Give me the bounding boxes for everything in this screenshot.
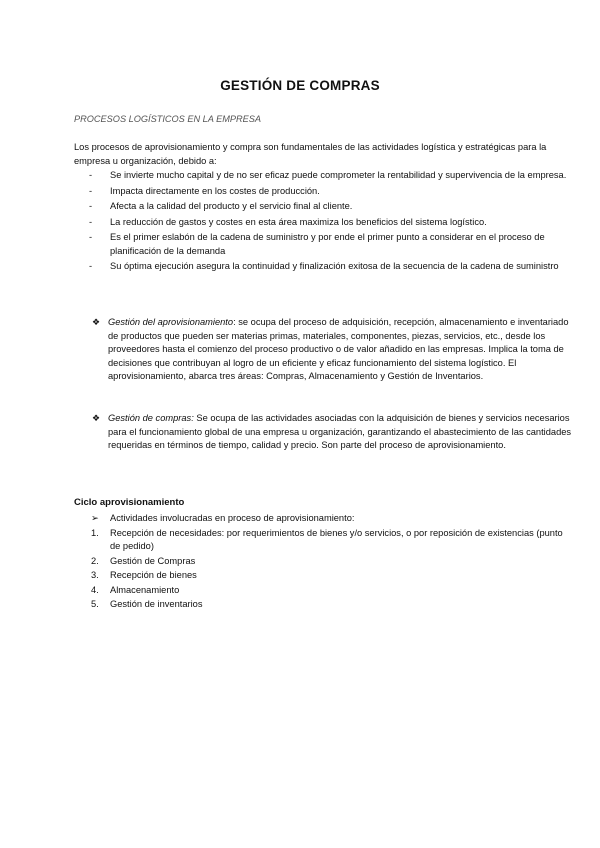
list-item xyxy=(74,216,574,230)
list-item xyxy=(74,169,574,183)
list-number: 5. xyxy=(91,599,99,609)
compras-description: Se ocupa de las actividades asociadas con la adquisición de bienes y servicios necesarios para el funcionamiento global de una empresa u organización, garantizando el abastecimiento de las cantidades requeridas en términos de tiempo, calidad y precio. Son parte del proceso de aprovisionamiento. xyxy=(108,413,572,450)
list-number: 4. xyxy=(91,584,99,595)
list-number: 1. xyxy=(91,527,99,538)
document-title: GESTIÓN DE COMPRAS xyxy=(220,78,380,93)
list-item-text: Afecta a la calidad del producto y el servicio final al cliente. xyxy=(110,201,353,211)
intro-paragraph: Los procesos de aprovisionamiento y compra son fundamentales de las actividades logística y estratégicas para la empresa u organización, debido a: xyxy=(74,142,547,166)
dash-bullet: - xyxy=(89,216,93,227)
aprovisionamiento-description: : se ocupa del proceso de adquisición, recepción, almacenamiento e inventariado de productos que pueden ser materias primas, materiales, componentes, piezas, servicios, etc., desde los proveedores hasta el comienzo del proceso productivo o de valor añadido en las empresas. Implica la toma de decisiones que contribuyan al logro de un eficiente y eficaz funcionamiento del sistema logístico. El aprovisionamiento, abarca tres áreas: Compras, Almacenamiento y Gestión de Inventarios. xyxy=(108,317,569,381)
aprovisionamiento-text xyxy=(92,316,576,384)
list-item xyxy=(74,231,574,258)
list-item xyxy=(74,512,574,526)
list-item-text: Almacenamiento xyxy=(110,584,180,595)
compras-term: Gestión de compras: xyxy=(108,413,194,423)
list-item-text: Gestión de inventarios xyxy=(110,599,203,609)
list-item-text: Es el primer eslabón de la cadena de suministro y por ende el primer punto a considerar en el proceso de planificación de la demanda xyxy=(110,232,545,256)
list-item-text: Se invierte mucho capital y de no ser eficaz puede comprometer la rentabilidad y supervivencia de la empresa. xyxy=(110,170,567,180)
reasons-list xyxy=(74,169,574,276)
dash-bullet: - xyxy=(89,170,93,180)
list-item xyxy=(74,260,574,274)
aprovisionamiento-block xyxy=(92,316,576,384)
list-item xyxy=(74,185,574,199)
list-item xyxy=(74,555,574,569)
arrow-bullet-icon: ➢ xyxy=(91,513,99,523)
list-item xyxy=(74,598,574,612)
compras-text xyxy=(92,412,576,453)
compras-block xyxy=(92,412,576,453)
section-heading: PROCESOS LOGÍSTICOS EN LA EMPRESA xyxy=(74,114,262,124)
list-item-text: La reducción de gastos y costes en esta área maximiza los beneficios del sistema logístico. xyxy=(110,216,487,227)
dash-bullet: - xyxy=(89,185,93,196)
cycle-list xyxy=(74,512,574,613)
list-item-text: Su óptima ejecución asegura la continuidad y finalización exitosa de la secuencia de la cadena de suministro xyxy=(110,261,559,271)
list-number: 3. xyxy=(91,570,99,580)
list-item-text: Recepción de bienes xyxy=(110,570,197,580)
list-item xyxy=(74,584,574,598)
list-number: 2. xyxy=(91,555,99,566)
dash-bullet: - xyxy=(89,261,93,271)
list-item xyxy=(74,200,574,214)
list-item-text: Recepción de necesidades: por requerimientos de bienes y/o servicios, o por reposición de existencias (punto de pedido) xyxy=(110,527,563,551)
diamond-bullet-icon: ❖ xyxy=(92,413,101,423)
list-item-text: Gestión de Compras xyxy=(110,555,196,566)
aprovisionamiento-term: Gestión del aprovisionamiento xyxy=(108,317,234,327)
list-item-text: Impacta directamente en los costes de producción. xyxy=(110,185,320,196)
list-item-text: Actividades involucradas en proceso de aprovisionamiento: xyxy=(110,513,355,523)
diamond-bullet-icon: ❖ xyxy=(92,317,101,327)
list-item xyxy=(74,527,574,554)
list-item xyxy=(74,569,574,583)
dash-bullet: - xyxy=(89,232,93,242)
cycle-heading: Ciclo aprovisionamiento xyxy=(74,497,185,508)
dash-bullet: - xyxy=(89,201,93,211)
